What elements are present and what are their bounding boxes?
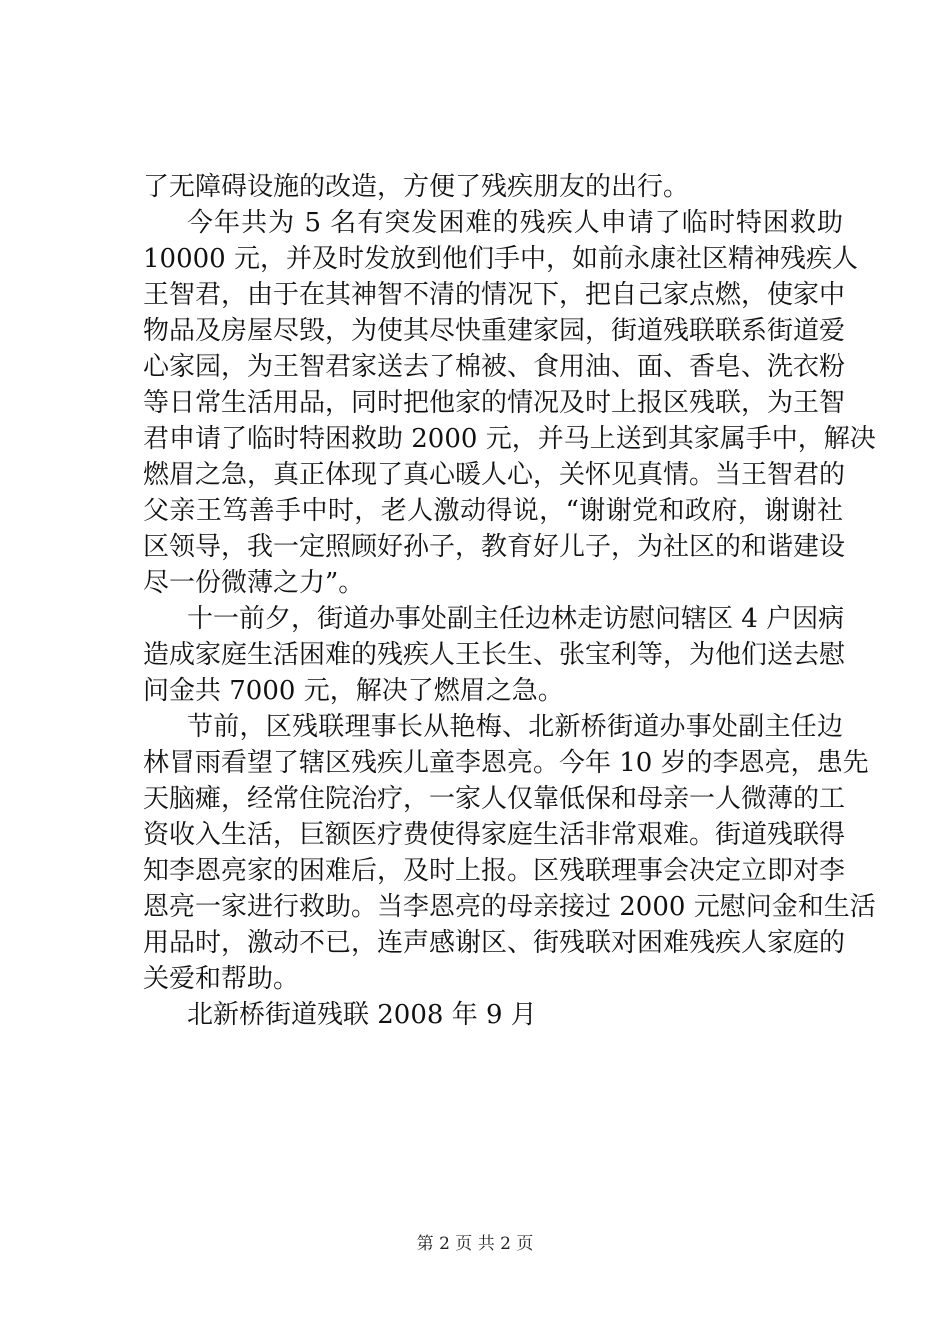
text-line: 天脑瘫，经常住院治疗，一家人仅靠低保和母亲一人微薄的工 <box>143 784 846 814</box>
text-line: 北新桥街道残联 2008 年 9 月 <box>187 1000 537 1030</box>
text-line: 恩亮一家进行救助。当李恩亮的母亲接过 2000 元慰问金和生活 <box>143 892 876 922</box>
text-line: 今年共为 5 名有突发困难的残疾人申请了临时特困救助 <box>187 208 843 238</box>
text-line: 尽一份微薄之力”。 <box>143 568 365 598</box>
text-line: 了无障碍设施的改造，方便了残疾朋友的出行。 <box>143 172 690 202</box>
text-line: 用品时，激动不已，连声感谢区、街残联对困难残疾人家庭的 <box>143 928 846 958</box>
text-line: 心家园，为王智君家送去了棉被、食用油、面、香皂、洗衣粉 <box>143 352 846 382</box>
text-line: 问金共 7000 元，解决了燃眉之急。 <box>143 676 564 706</box>
text-line: 知李恩亮家的困难后，及时上报。区残联理事会决定立即对李 <box>143 856 846 886</box>
text-line: 造成家庭生活困难的残疾人王长生、张宝利等，为他们送去慰 <box>143 640 846 670</box>
paragraph <box>143 205 876 601</box>
text-line: 区领导，我一定照顾好孙子，教育好儿子，为社区的和谐建设 <box>143 532 846 562</box>
text-line: 父亲王笃善手中时，老人激动得说，“谢谢党和政府，谢谢社 <box>143 496 843 526</box>
text-line: 燃眉之急，真正体现了真心暖人心，关怀见真情。当王智君的 <box>143 460 846 490</box>
page-footer: 第 2 页 共 2 页 <box>416 1234 534 1254</box>
text-line: 资收入生活，巨额医疗费使得家庭生活非常艰难。街道残联得 <box>143 820 846 850</box>
text-line: 王智君，由于在其神智不清的情况下，把自己家点燃，使家中 <box>143 280 846 310</box>
text-line: 节前，区残联理事长从艳梅、北新桥街道办事处副主任边 <box>187 712 843 742</box>
text-line: 物品及房屋尽毁，为使其尽快重建家园，街道残联联系街道爱 <box>143 316 846 346</box>
text-line: 10000 元，并及时发放到他们手中，如前永康社区精神残疾人 <box>143 244 858 274</box>
paragraph <box>143 997 843 1033</box>
paragraph <box>143 601 846 709</box>
paragraph <box>143 169 843 205</box>
text-line: 十一前夕，街道办事处副主任边林走访慰问辖区 4 户因病 <box>187 604 845 634</box>
text-line: 林冒雨看望了辖区残疾儿童李恩亮。今年 10 岁的李恩亮，患先 <box>143 748 869 778</box>
document-body <box>143 169 876 1033</box>
paragraph <box>143 709 876 997</box>
text-line: 君申请了临时特困救助 2000 元，并马上送到其家属手中，解决 <box>143 424 876 454</box>
text-line: 等日常生活用品，同时把他家的情况及时上报区残联，为王智 <box>143 388 846 418</box>
text-line: 关爱和帮助。 <box>143 964 300 994</box>
